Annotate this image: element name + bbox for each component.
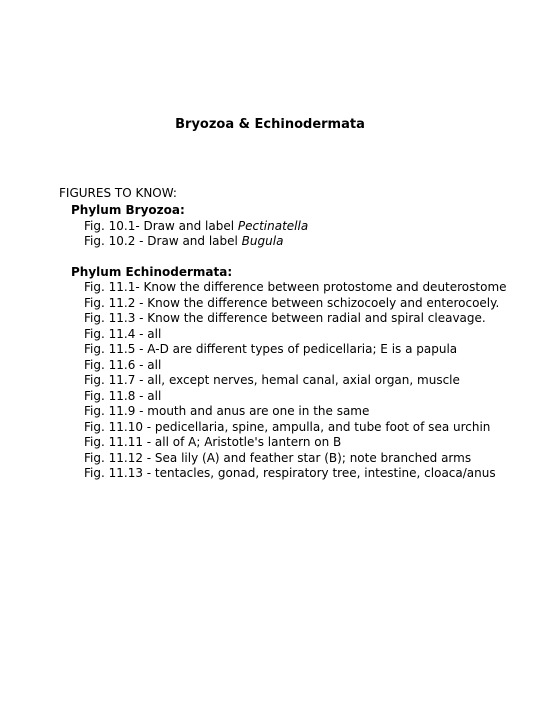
figure-text xyxy=(84,373,460,389)
phylum-title: Phylum Bryozoa: xyxy=(71,203,185,217)
figure-item xyxy=(0,420,540,436)
figure-item xyxy=(0,234,540,250)
figure-text xyxy=(84,466,496,482)
figure-item xyxy=(0,373,540,389)
figures-list-container xyxy=(0,203,540,497)
figure-item xyxy=(0,389,540,405)
figure-text xyxy=(84,451,471,467)
phylum-section xyxy=(0,203,540,250)
figure-text xyxy=(84,219,308,235)
figure-item xyxy=(0,342,540,358)
figure-description: Fig. 10.1- Draw and label xyxy=(84,218,238,233)
figure-text xyxy=(84,420,490,436)
document-title: Bryozoa & Echinodermata xyxy=(175,117,365,132)
figure-description: Fig. 11.6 - all xyxy=(84,357,162,372)
figure-item xyxy=(0,451,540,467)
phylum-section xyxy=(0,265,540,482)
genus-name: Bugula xyxy=(241,234,284,248)
figure-description: Fig. 11.10 - pedicellaria, spine, ampulla, and tube foot of sea urchin xyxy=(84,419,491,434)
figure-text xyxy=(84,311,486,327)
figure-item xyxy=(0,311,540,327)
figure-list xyxy=(0,280,540,482)
figure-item xyxy=(0,404,540,420)
figure-item xyxy=(0,435,540,451)
figure-description: Fig. 11.12 - Sea lily (A) and feather star (B); note branched arms xyxy=(84,450,472,465)
figure-description: Fig. 11.11 - all of A; Aristotle's lantern on B xyxy=(84,435,342,449)
figure-description: Fig. 11.4 - all xyxy=(84,326,162,341)
figure-item xyxy=(0,466,540,482)
figure-description: Fig. 11.3 - Know the difference between radial and spiral cleavage. xyxy=(84,311,486,325)
figure-text xyxy=(84,280,507,296)
figure-text xyxy=(84,435,341,451)
figure-text xyxy=(84,404,369,420)
section-heading: FIGURES TO KNOW: xyxy=(59,186,177,200)
figure-item xyxy=(0,358,540,374)
figure-description: Fig. 10.2 - Draw and label xyxy=(84,234,242,248)
figure-text xyxy=(84,389,161,405)
figure-description: Fig. 11.5 - A-D are different types of pedicellaria; E is a papula xyxy=(84,342,458,356)
figure-list xyxy=(0,219,540,250)
figure-text xyxy=(84,234,283,250)
figure-text xyxy=(84,296,499,312)
figure-item xyxy=(0,219,540,235)
genus-name: Pectinatella xyxy=(237,218,309,233)
phylum-title: Phylum Echinodermata: xyxy=(71,264,233,279)
figure-description: Fig. 11.7 - all, except nerves, hemal canal, axial organ, muscle xyxy=(84,373,460,387)
figure-description: Fig. 11.2 - Know the difference between schizocoely and enterocoely. xyxy=(84,295,500,310)
figure-text xyxy=(84,358,161,374)
figure-description: Fig. 11.1- Know the difference between protostome and deuterostome xyxy=(84,280,507,294)
figure-description: Fig. 11.13 - tentacles, gonad, respiratory tree, intestine, cloaca/anus xyxy=(84,466,496,480)
figure-item xyxy=(0,280,540,296)
figure-item xyxy=(0,327,540,343)
figure-item xyxy=(0,296,540,312)
figure-description: Fig. 11.8 - all xyxy=(84,388,162,403)
figure-text xyxy=(84,342,457,358)
figure-text xyxy=(84,327,161,343)
figure-description: Fig. 11.9 - mouth and anus are one in the same xyxy=(84,404,370,418)
